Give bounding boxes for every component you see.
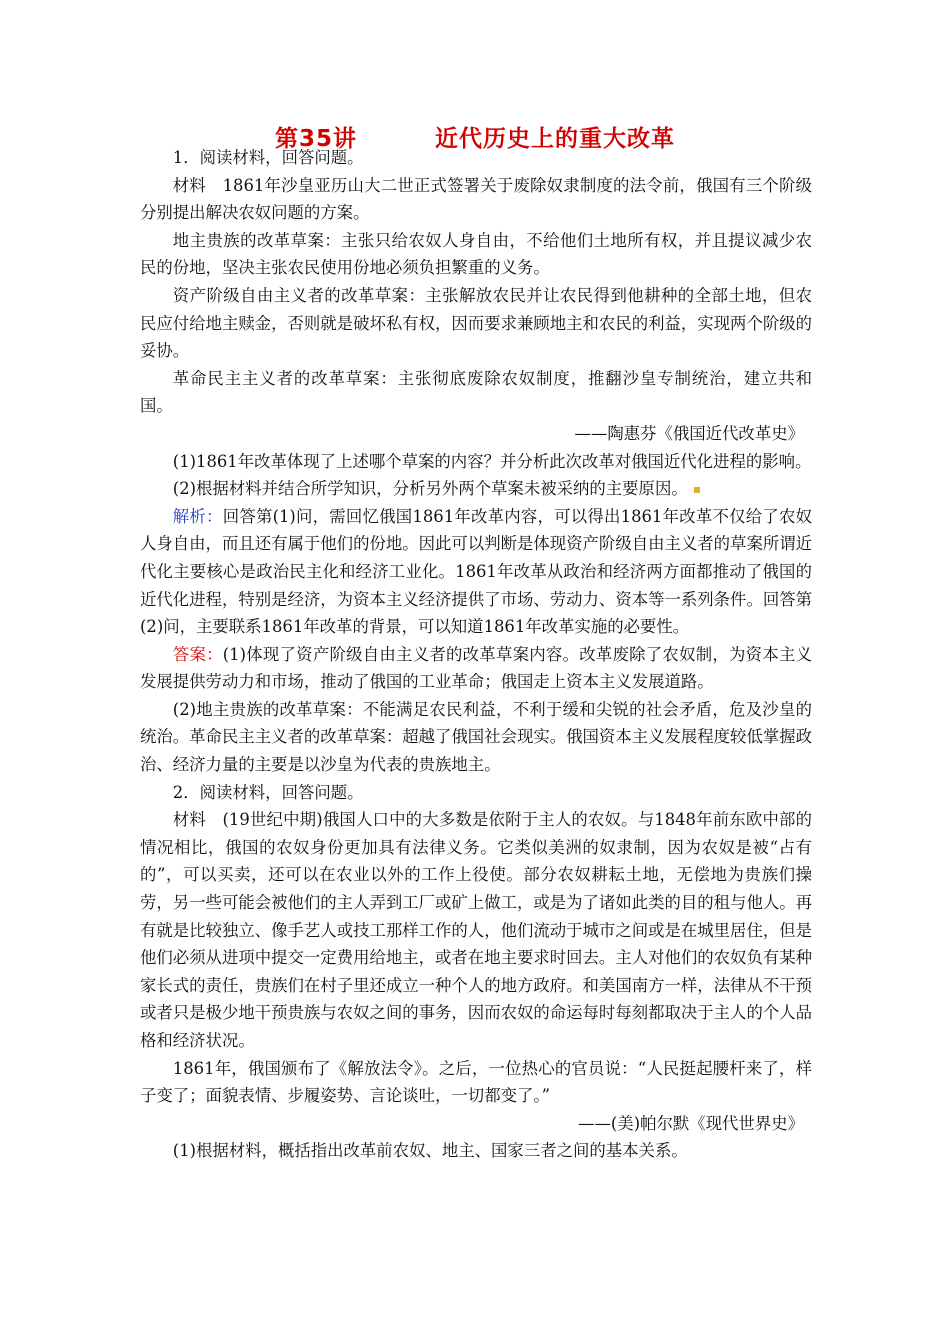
- q1-analysis: [140, 503, 812, 641]
- q1-answer-2: (2)地主贵族的改革草案：不能满足农民利益，不利于缓和尖锐的社会矛盾，危及沙皇的统治。革命民主主义者的改革草案：超越了俄国社会现实。俄国资本主义发展程度较低掌握政治、经济力量的主要是以沙皇为代表的贵族地主。: [140, 699, 813, 775]
- q1-draft-revolutionary: 革命民主主义者的改革草案：主张彻底废除农奴制度，推翻沙皇专制统治，建立共和国。: [140, 368, 812, 416]
- q1-material-label: 材料: [172, 175, 223, 195]
- analysis-text: 回答第(1)问，需回忆俄国1861年改革内容，可以得出1861年改革不仅给了农奴人身自由，而且还有属于他们的份地。因此可以判断是体现资产阶级自由主义者的草案所谓近代化主要核心是政治民主化和经济工业化。1861年改革从政治和经济两方面都推动了俄国的近代化进程，特别是经济，为资本主义经济提供了市场、劳动力、资本等一系列条件。回答第(2)问，主要联系1861年改革的背景，可以知道1861年改革实施的必要性。: [140, 506, 813, 637]
- q1-sub-question-1: (1)1861年改革体现了上述哪个草案的内容？并分析此次改革对俄国近代化进程的影响。: [172, 451, 812, 471]
- q2-material: [140, 806, 812, 1054]
- q2-material-label: 材料: [172, 810, 223, 830]
- q2-source: ——(美)帕尔默《现代世界史》: [578, 1113, 804, 1133]
- analysis-label: 解析：: [172, 506, 223, 526]
- q1-material-intro: 1861年沙皇亚历山大二世正式签署关于废除奴隶制度的法令前，俄国有三个阶级分别提出解决农奴问题的方案。: [140, 175, 812, 223]
- q2-sub-question-1: (1)根据材料，概括指出改革前农奴、地主、国家三者之间的基本关系。: [172, 1141, 688, 1161]
- q1-sub-question-2: [140, 475, 812, 503]
- lesson-title: 近代历史上的重大改革: [435, 126, 675, 152]
- q2-stem: 2．阅读材料，回答问题。: [172, 782, 364, 802]
- q1-source: ——陶惠芬《俄国近代改革史》: [574, 423, 804, 443]
- lesson-number: 第35讲: [274, 126, 357, 152]
- answer-label: 答案：: [172, 644, 223, 664]
- q1-sub-question-2-text: (2)根据材料并结合所学知识，分析另外两个草案未被采纳的主要原因。: [172, 479, 688, 499]
- q1-stem: 1．阅读材料，回答问题。: [172, 148, 364, 167]
- q1-material: [140, 172, 812, 227]
- q2-material-2: 1861年，俄国颁布了《解放法令》。之后，一位热心的官员说：“人民挺起腰杆来了，样子变了；面貌表情、步履姿势、言论谈吐，一切都变了。”: [140, 1058, 812, 1106]
- answer-1-text: (1)体现了资产阶级自由主义者的改革草案内容。改革废除了农奴制，为资本主义发展提供劳动力和市场，推动了俄国的工业革命；俄国走上资本主义发展道路。: [140, 644, 813, 692]
- document-body: [140, 144, 812, 1165]
- q1-draft-bourgeois: 资产阶级自由主义者的改革草案：主张解放农民并让农民得到他耕种的全部土地，但农民应付给地主赎金，否则就是破坏私有权，因而要求兼顾地主和农民的利益，实现两个阶级的妥协。: [140, 285, 813, 361]
- q1-draft-landlord: 地主贵族的改革草案：主张只给农奴人身自由，不给他们土地所有权，并且提议减少农民的份地，坚决主张农民使用份地必须负担繁重的义务。: [140, 230, 812, 278]
- q1-answer-1: [140, 641, 812, 696]
- q2-material-text: (19世纪中期)俄国人口中的大多数是依附于主人的农奴。与1848年前东欧中部的情况相比，俄国的农奴身份更加具有法律义务。它类似美洲的奴隶制，因为农奴是被“占有的”，可以买卖，还可以在农业以外的工作上役使。部分农奴耕耘土地，无偿地为贵族们操劳，另一些可能会被他们的主人弄到工厂或矿上做工，或是为了诸如此类的目的租与他人。再有就是比较独立、像手艺人或技工那样工作的人，他们流动于城市之间或是在城里居住，但是他们必须从进项中提交一定费用给地主，或者在地主要求时回去。主人对他们的农奴负有某种家长式的责任，贵族们在村子里还成立一种个人的地方政府。和美国南方一样，法律从不干预或者只是极少地干预贵族与农奴之间的事务，因而农奴的命运每时每刻都取决于主人的个人品格和经济状况。: [140, 810, 813, 1050]
- marker-icon: [694, 487, 700, 493]
